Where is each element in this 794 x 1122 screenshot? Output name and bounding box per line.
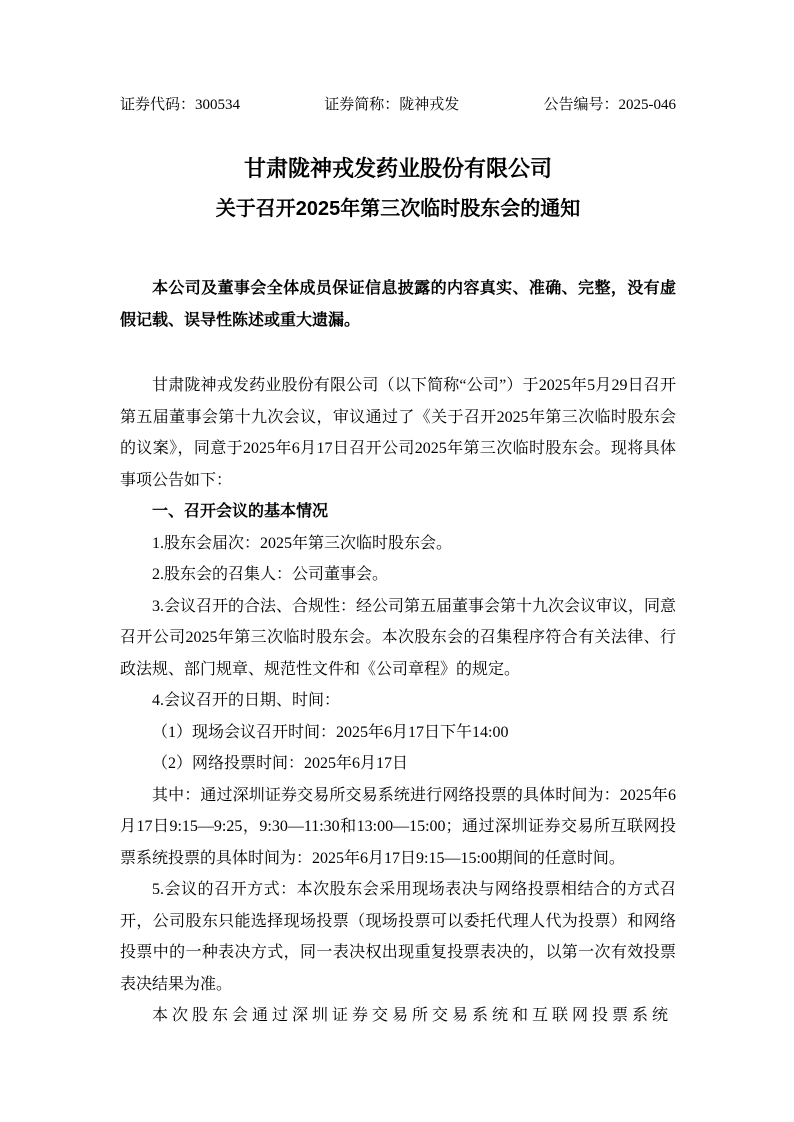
- section-1-heading: 一、召开会议的基本情况: [152, 503, 329, 520]
- continuation-line: 本次股东会通过深圳证券交易所交易系统和互联网投票系统: [152, 1007, 673, 1024]
- announcement-number: 公告编号：2025-046: [543, 97, 676, 113]
- online-voting-detail: 其中：通过深圳证券交易所交易系统进行网络投票的具体时间为：2025年6月17日9:15—9:25，9:30—11:30和13:00—15:00；通过深圳证券交易所互联网投票系统投票的具体时间为：2025年6月17日9:15—15:00期间的任意时间。: [120, 786, 676, 867]
- item-legality: 3.会议召开的合法、合规性：经公司第五届董事会第十九次会议审议，同意召开公司2025年第三次临时股东会。本次股东会的召集程序符合有关法律、行政法规、部门规章、规范性文件和《公司章程》的规定。: [120, 597, 677, 678]
- stock-code: 证券代码：300534: [120, 97, 241, 113]
- company-title: 甘肃陇神戎发药业股份有限公司: [243, 156, 552, 181]
- disclaimer-statement: 本公司及董事会全体成员保证信息披露的内容真实、准确、完整，没有虚假记载、误导性陈述或重大遗漏。: [120, 280, 676, 329]
- document-header: [120, 96, 676, 114]
- item-meeting-session: 1.股东会届次：2025年第三次临时股东会。: [152, 534, 453, 552]
- notice-subtitle: 关于召开2025年第三次临时股东会的通知: [215, 198, 581, 220]
- item-convener: 2.股东会的召集人：公司董事会。: [152, 566, 389, 583]
- stock-abbr: 证券简称：陇神戎发: [324, 97, 460, 113]
- item-meeting-method: 5.会议的召开方式：本次股东会采用现场表决与网络投票相结合的方式召开，公司股东只能选择现场投票（现场投票可以委托代理人代为投票）和网络投票中的一种表决方式，同一表决权出现重复投票表决的，以第一次有效投票表决结果为准。: [120, 881, 676, 993]
- intro-paragraph: 甘肃陇神戎发药业股份有限公司（以下简称“公司”）于2025年5月29日召开第五届董事会第十九次会议，审议通过了《关于召开2025年第三次临时股东会的议案》，同意于2025年6月17日召开公司2025年第三次临时股东会。现将具体事项公告如下：: [120, 377, 676, 489]
- item-online-voting-time: （2）网络投票时间：2025年6月17日: [152, 755, 409, 772]
- item-date-time: 4.会议召开的日期、时间：: [152, 692, 341, 709]
- item-onsite-meeting-time: （1）现场会议召开时间：2025年6月17日下午14:00: [152, 723, 509, 741]
